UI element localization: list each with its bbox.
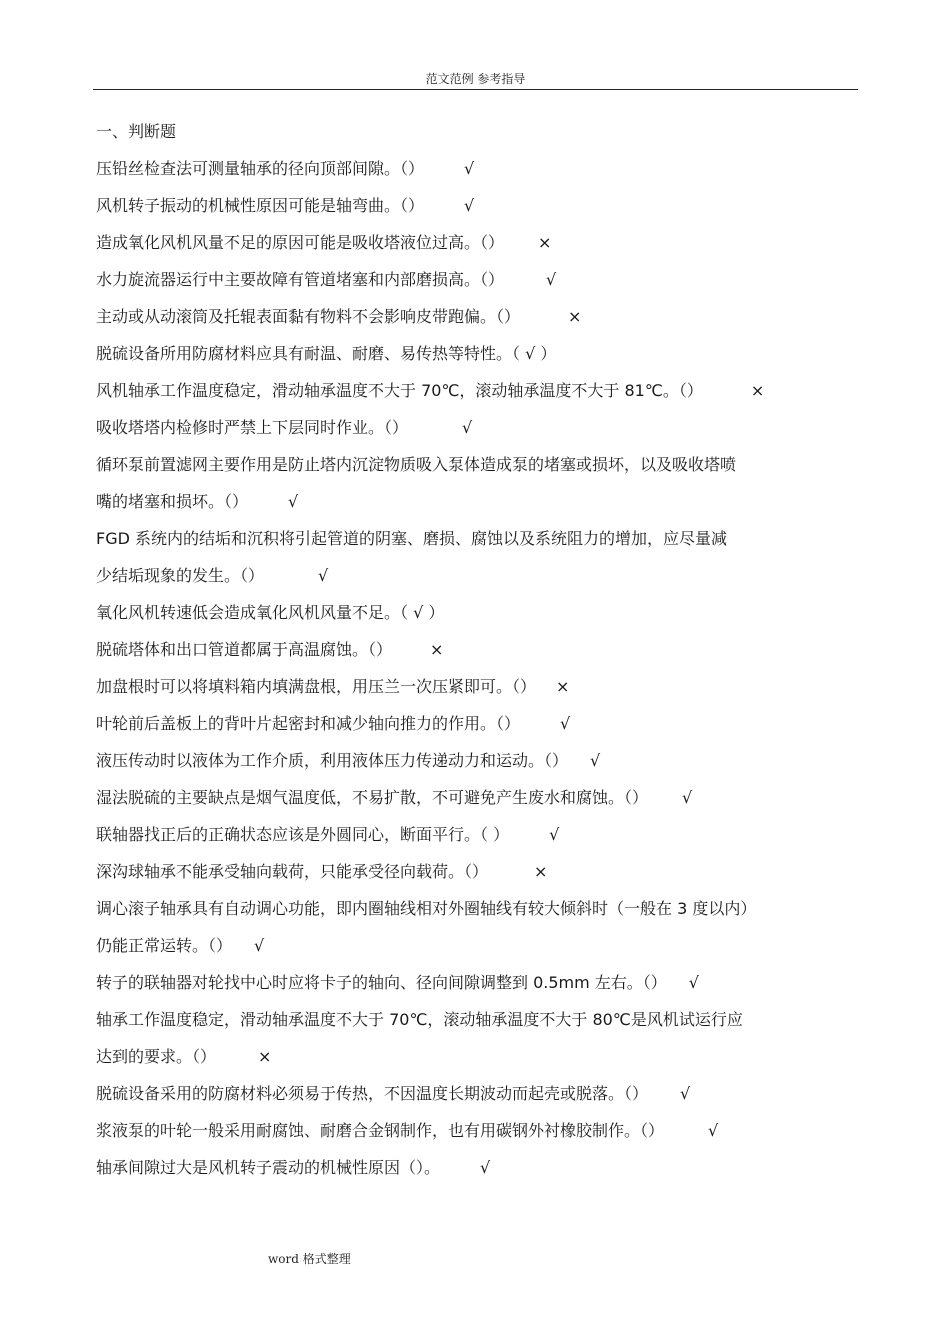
question-item — [96, 783, 858, 820]
question-text-line — [96, 709, 858, 746]
question-item — [96, 635, 858, 672]
question-text: 少结垢现象的发生。（） — [96, 566, 265, 585]
question-text: 达到的要求。（） — [96, 1047, 217, 1066]
question-text-line — [96, 598, 858, 635]
answer-mark: √ — [708, 1121, 719, 1140]
question-item — [96, 191, 858, 228]
answer-mark: √ — [464, 159, 475, 178]
question-text: FGD 系统内的结垢和沉积将引起管道的阴塞、磨损、腐蚀以及系统阻力的增加，应尽量减 — [96, 529, 728, 548]
question-text: 脱硫设备采用的防腐材料必须易于传热，不因温度长期波动而起壳或脱落。（） — [96, 1084, 649, 1103]
question-text: 氧化风机转速低会造成氧化风机风量不足。（ √ ） — [96, 603, 445, 622]
question-item — [96, 1079, 858, 1116]
question-item — [96, 1005, 858, 1079]
question-text: 轴承工作温度稳定，滑动轴承温度不大于 70℃，滚动轴承温度不大于 80℃是风机试运行应 — [96, 1010, 743, 1029]
question-text: 加盘根时可以将填料箱内填满盘根，用压兰一次压紧即可。（） — [96, 677, 537, 696]
question-item — [96, 598, 858, 635]
question-text-line — [96, 894, 858, 931]
answer-mark: × — [538, 233, 552, 252]
question-text: 风机转子振动的机械性原因可能是轴弯曲。（） — [96, 196, 425, 215]
question-text-line — [96, 376, 858, 413]
answer-mark: √ — [254, 936, 265, 955]
question-text-line — [96, 1116, 858, 1153]
question-item — [96, 376, 858, 413]
question-item — [96, 672, 858, 709]
answer-mark: × — [258, 1047, 272, 1066]
question-item — [96, 894, 858, 968]
question-text: 水力旋流器运行中主要故障有管道堵塞和内部磨损高。（） — [96, 270, 505, 289]
question-text-line — [96, 746, 858, 783]
answer-mark: √ — [590, 751, 601, 770]
answer-mark: × — [534, 862, 548, 881]
answer-mark: √ — [546, 270, 557, 289]
answer-mark: √ — [480, 1158, 491, 1177]
answer-mark: √ — [680, 1084, 691, 1103]
question-text-line — [96, 524, 858, 561]
answer-mark: × — [568, 307, 582, 326]
question-text-line — [96, 1005, 858, 1042]
question-item — [96, 820, 858, 857]
document-body — [96, 117, 858, 1190]
question-text-line — [96, 191, 858, 228]
answer-mark: × — [556, 677, 570, 696]
question-text: 循环泵前置滤网主要作用是防止塔内沉淀物质吸入泵体造成泵的堵塞或损坏，以及吸收塔喷 — [96, 455, 737, 474]
question-text-line — [96, 339, 858, 376]
page-footer: word 格式整理 — [268, 1252, 351, 1266]
question-text-line — [96, 820, 858, 857]
question-item — [96, 709, 858, 746]
question-text: 联轴器找正后的正确状态应该是外圆同心，断面平行。（ ） — [96, 825, 510, 844]
section-title: 一、判断题 — [96, 122, 177, 141]
question-text-line — [96, 968, 858, 1005]
question-item — [96, 413, 858, 450]
question-text-line — [96, 635, 858, 672]
answer-mark: √ — [318, 566, 329, 585]
question-text-line — [96, 672, 858, 709]
question-item — [96, 265, 858, 302]
question-text: 造成氧化风机风量不足的原因可能是吸收塔液位过高。（） — [96, 233, 505, 252]
question-item — [96, 302, 858, 339]
question-text-line — [96, 487, 858, 524]
question-text-line — [96, 413, 858, 450]
question-text-line — [96, 783, 858, 820]
question-text-line — [96, 302, 858, 339]
question-text: 调心滚子轴承具有自动调心功能，即内圈轴线相对外圈轴线有较大倾斜时（一般在 3 度以内） — [96, 899, 757, 918]
question-item — [96, 1153, 858, 1190]
question-item — [96, 746, 858, 783]
question-item — [96, 1116, 858, 1153]
question-item — [96, 524, 858, 598]
question-text-line — [96, 154, 858, 191]
answer-mark: √ — [560, 714, 571, 733]
question-text: 脱硫塔体和出口管道都属于高温腐蚀。（） — [96, 640, 393, 659]
question-text: 脱硫设备所用防腐材料应具有耐温、耐磨、易传热等特性。（ √ ） — [96, 344, 557, 363]
answer-mark: × — [430, 640, 444, 659]
answer-mark: √ — [288, 492, 299, 511]
question-text: 浆液泵的叶轮一般采用耐腐蚀、耐磨合金钢制作，也有用碳钢外衬橡胶制作。（） — [96, 1121, 665, 1140]
question-text: 吸收塔塔内检修时严禁上下层同时作业。（） — [96, 418, 409, 437]
question-text-line — [96, 228, 858, 265]
answer-mark: √ — [688, 973, 699, 992]
question-text-line — [96, 1079, 858, 1116]
question-text: 轴承间隙过大是风机转子震动的机械性原因（）。 — [96, 1158, 441, 1177]
question-text-line — [96, 561, 858, 598]
answer-mark: √ — [464, 196, 475, 215]
question-text-line — [96, 265, 858, 302]
answer-mark: √ — [682, 788, 693, 807]
question-text-line — [96, 1042, 858, 1079]
question-text-line — [96, 931, 858, 968]
question-text-line — [96, 857, 858, 894]
question-text: 风机轴承工作温度稳定，滑动轴承温度不大于 70℃，滚动轴承温度不大于 81℃。（） — [96, 381, 703, 400]
question-text: 嘴的堵塞和损坏。（） — [96, 492, 249, 511]
answer-mark: √ — [462, 418, 473, 437]
question-text: 仍能正常运转。（） — [96, 936, 233, 955]
question-list — [96, 154, 858, 1190]
question-text: 深沟球轴承不能承受轴向载荷，只能承受径向载荷。（） — [96, 862, 489, 881]
question-text-line — [96, 1153, 858, 1190]
answer-mark: × — [750, 381, 765, 400]
question-text: 转子的联轴器对轮找中心时应将卡子的轴向、径向间隙调整到 0.5mm 左右。（） — [96, 973, 667, 992]
question-text-line — [96, 450, 858, 487]
question-item — [96, 968, 858, 1005]
question-item — [96, 450, 858, 524]
question-item — [96, 228, 858, 265]
question-text: 主动或从动滚筒及托辊表面黏有物料不会影响皮带跑偏。（） — [96, 307, 521, 326]
question-item — [96, 154, 858, 191]
question-text: 压铅丝检查法可测量轴承的径向顶部间隙。（） — [96, 159, 425, 178]
question-text: 湿法脱硫的主要缺点是烟气温度低，不易扩散，不可避免产生废水和腐蚀。（） — [96, 788, 649, 807]
question-text: 液压传动时以液体为工作介质，利用液体压力传递动力和运动。（） — [96, 751, 569, 770]
question-text: 叶轮前后盖板上的背叶片起密封和减少轴向推力的作用。（） — [96, 714, 521, 733]
question-item — [96, 857, 858, 894]
question-item — [96, 339, 858, 376]
page-header: 范文范例 参考指导 — [93, 70, 858, 90]
answer-mark: √ — [549, 825, 560, 844]
